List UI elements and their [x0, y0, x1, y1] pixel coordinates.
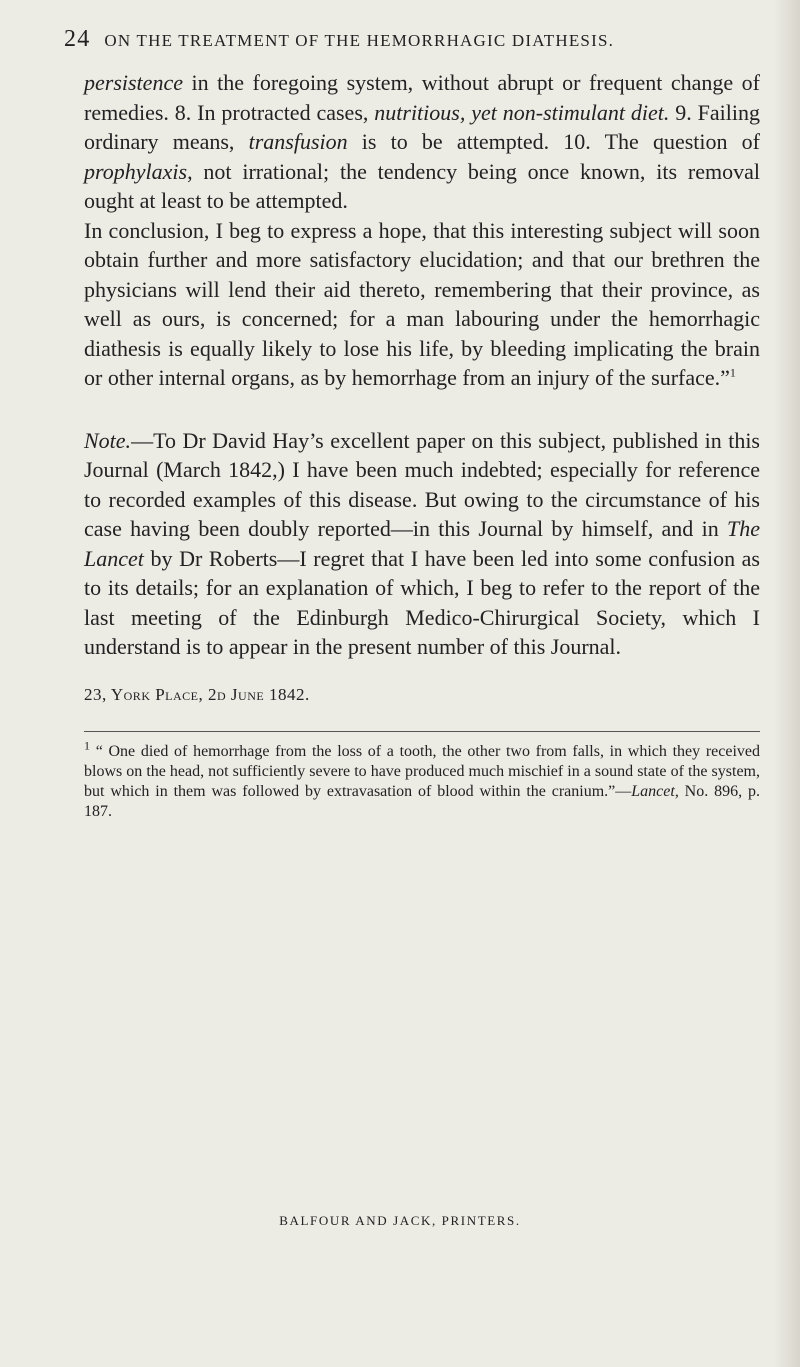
text-run: , No. 896, p. 187. — [84, 783, 760, 820]
printer-imprint: BALFOUR AND JACK, PRINTERS. — [279, 1213, 521, 1228]
emph-transfusion: transfusion — [248, 129, 348, 154]
text-run: , not irrational; the tendency being once known, its removal ought at least to be attempted. — [84, 158, 760, 213]
text-run: “ One died of hemorrhage from the loss of a tooth, the other two from falls, in which they received blows on the head, not sufficiently severe to have produced much mischief in a sound state of the system, but which in them was followed by extravasation of blood within the cranium.”— — [84, 743, 760, 800]
footnote-divider — [84, 731, 760, 732]
text-run: In conclusion, I beg to express a hope, that this interesting subject will soon obtain further and more satisfactory elucidation; and that our brethren the physicians will lend their aid thereto, remembering that their province, as well as ours, is concerned; for a man labouring under the hemorrhagic diathesis is equally likely to lose his life, by bleeding implicating the brain or other internal organs, as by hemorrhage from an injury of the surface.” — [84, 217, 760, 390]
text-run: in the foregoing system, without abrupt or frequent change of remedies. 8. In protracted cases, — [84, 70, 760, 125]
text-run: by Dr Roberts—I regret that I have been led into some confusion as to its details; for an explanation of which, I beg to refer to the report of the last meeting of the Edinburgh Medico-Chirurgical Society, which I understand is to appear in the present number of this Journal. — [84, 545, 760, 659]
paragraph-conclusion-list — [84, 68, 760, 216]
address-text: 23, York Place, 2d June 1842. — [84, 684, 310, 704]
text-run: 9. Failing ordinary means, — [84, 99, 760, 154]
paragraph-note — [84, 426, 760, 662]
footnote-mark: 1 — [84, 738, 90, 753]
text-run: —To Dr David Hay’s excellent paper on this subject, published in this Journal (March 1842,) I have been much indebted; especially for reference to recorded examples of this disease. But owing to the circumstance of his case having been doubly reported—in this Journal by himself, and in — [84, 427, 760, 541]
text-run: is to be attempted. 10. The question of — [347, 129, 761, 154]
emph-lancet: The Lancet — [84, 516, 760, 571]
note-label: Note. — [84, 427, 132, 453]
page-edge-shadow — [774, 0, 800, 1367]
signature-address — [84, 680, 760, 710]
emph-persistence: persistence — [84, 70, 183, 95]
footnote-ref: 1 — [729, 365, 736, 380]
emph-diet: nutritious, yet non-stimulant diet. — [374, 99, 670, 125]
emph-lancet-footnote: Lancet — [631, 783, 675, 800]
main-text — [84, 68, 760, 822]
running-header — [64, 26, 754, 53]
page-number: 24 — [64, 26, 91, 52]
paragraph-conclusion — [84, 216, 760, 393]
running-title: ON THE TREATMENT OF THE HEMORRHAGIC DIATHESIS. — [104, 31, 615, 50]
footnote — [84, 738, 760, 822]
emph-prophylaxis: prophylaxis — [84, 158, 188, 184]
